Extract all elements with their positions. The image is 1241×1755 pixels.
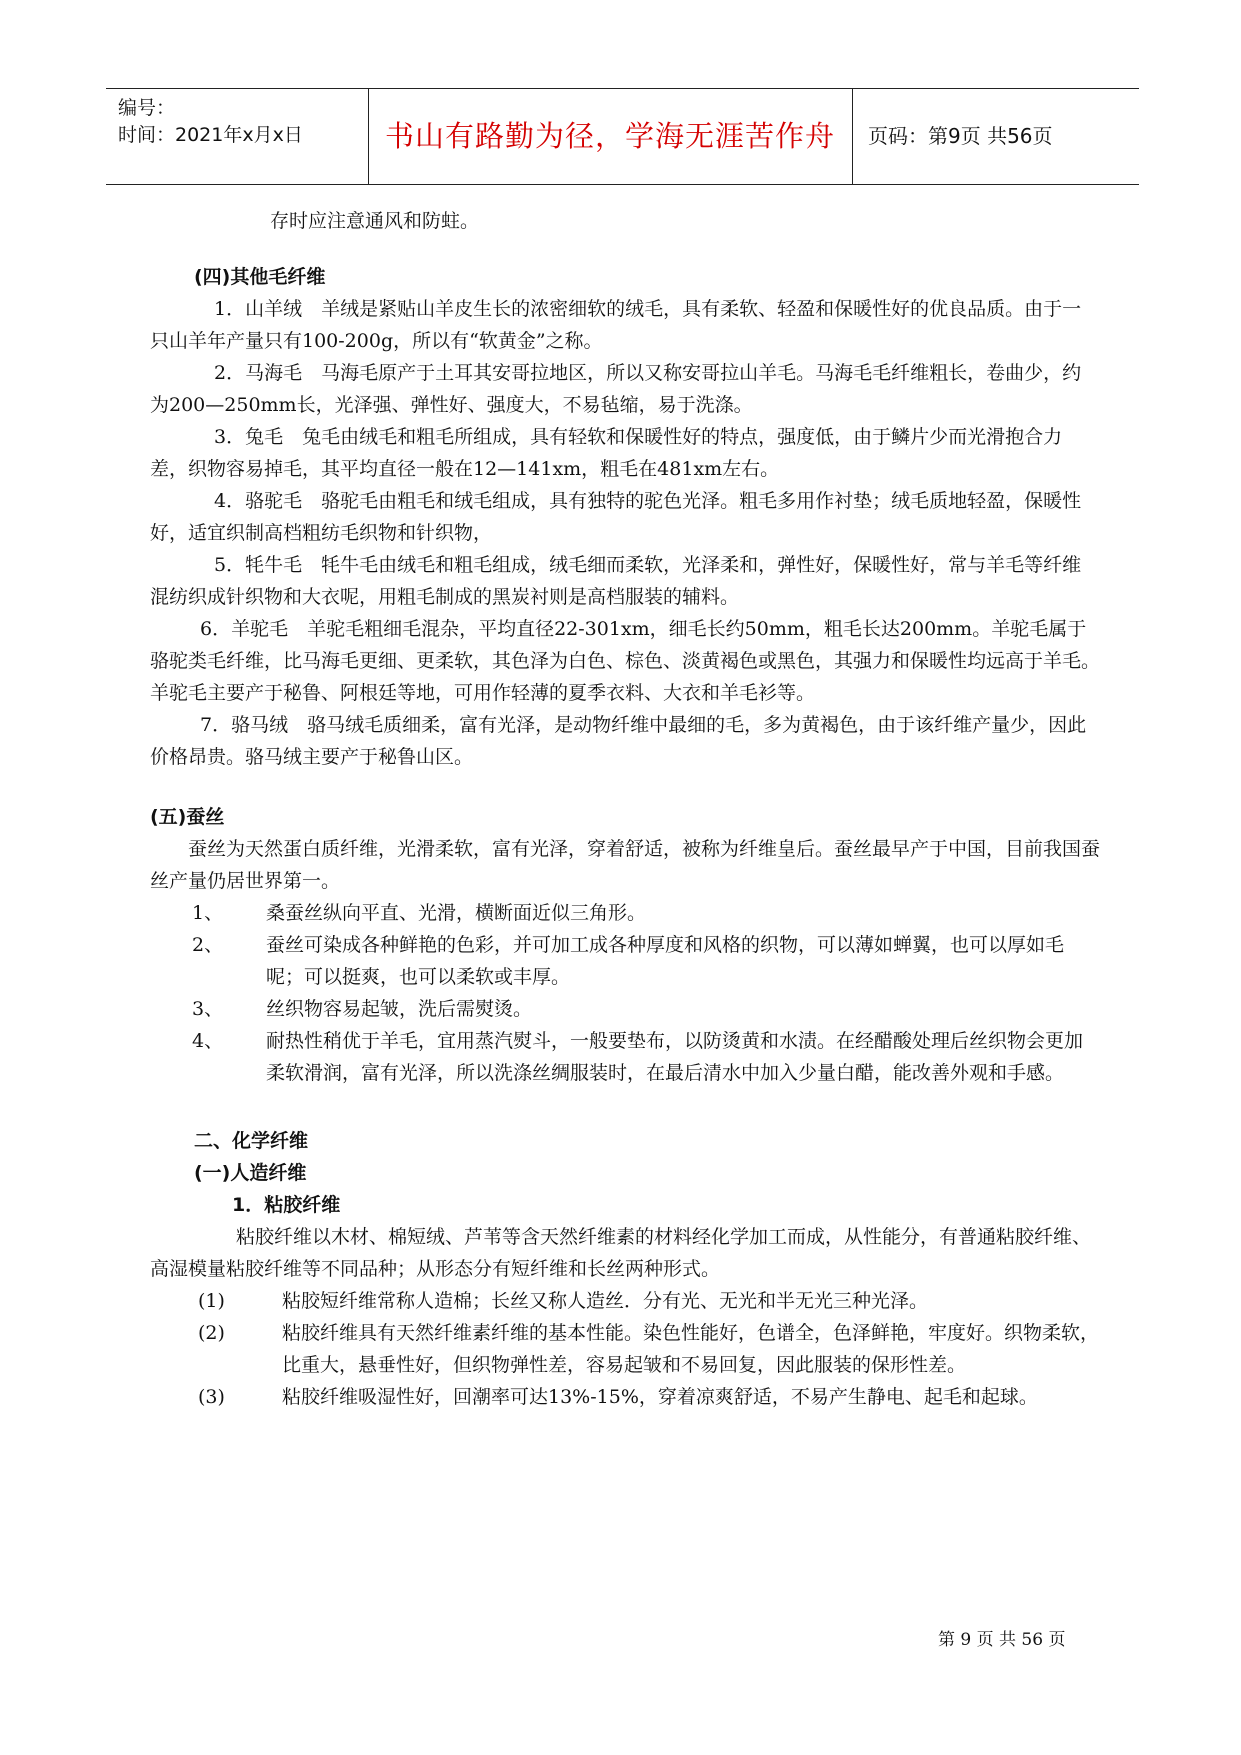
list-text: 耐热性稍优于羊毛，宜用蒸汽熨斗，一般要垫布，以防烫黄和水渍。在经醋酸处理后丝织物会更加柔软滑润，富有光泽，所以洗涤丝绸服装时，在最后清水中加入少量白醋，能改善外观和手感。 xyxy=(266,1030,1084,1084)
paragraph: 蚕丝为天然蛋白质纤维，光滑柔软，富有光泽，穿着舒适，被称为纤维皇后。蚕丝最早产于中国，目前我国蚕丝产量仍居世界第一。 xyxy=(150,838,1101,892)
page-footer: 第 9 页 共 56 页 xyxy=(938,1630,1066,1650)
paragraph: 粘胶纤维以木材、棉短绒、芦苇等含天然纤维素的材料经化学加工而成，从性能分，有普通粘胶纤维、高湿模量粘胶纤维等不同品种；从形态分有短纤维和长丝两种形式。 xyxy=(150,1226,1092,1280)
list-item xyxy=(150,897,1100,929)
paragraph: 存时应注意通风和防蛀。 xyxy=(270,210,480,232)
list-item xyxy=(150,1381,1100,1413)
list-text: 粘胶短纤维常称人造棉；长丝又称人造丝．分有光、无光和半无光三种光泽。 xyxy=(282,1290,929,1312)
list-item xyxy=(150,993,1100,1025)
list-text: 蚕丝可染成各种鲜艳的色彩，并可加工成各种厚度和风格的织物，可以薄如蝉翼，也可以厚如毛呢；可以挺爽，也可以柔软或丰厚。 xyxy=(266,934,1065,988)
paragraph: 5．牦牛毛 牦牛毛由绒毛和粗毛组成，绒毛细而柔软，光泽柔和，弹性好，保暖性好，常与羊毛等纤维混纺织成针织物和大衣呢，用粗毛制成的黑炭衬则是高档服装的辅料。 xyxy=(150,554,1082,608)
paragraph: 7．骆马绒 骆马绒毛质细柔，富有光泽，是动物纤维中最细的毛，多为黄褐色，由于该纤维产量少，因此价格昂贵。骆马绒主要产于秘鲁山区。 xyxy=(150,714,1087,768)
motto: 书山有路勤为径，学海无涯苦作舟 xyxy=(368,89,853,184)
document-body xyxy=(150,205,1100,1413)
paragraph: 1．山羊绒 羊绒是紧贴山羊皮生长的浓密细软的绒毛，具有柔软、轻盈和保暖性好的优良品质。由于一只山羊年产量只有100-200g，所以有“软黄金”之称。 xyxy=(150,298,1082,352)
paragraph: 6．羊驼毛 羊驼毛粗细毛混杂，平均直径22-301xm，细毛长约50mm，粗毛长达200mm。羊驼毛属于骆驼类毛纤维，比马海毛更细、更柔软，其色泽为白色、棕色、淡黄褐色或黑色，其强力和保暖性均远高于羊毛。羊驼毛主要产于秘鲁、阿根廷等地，可用作轻薄的夏季衣料、大衣和羊毛衫等。 xyxy=(150,618,1101,704)
number-label: 编号： xyxy=(118,97,176,119)
list-item xyxy=(150,1025,1100,1089)
header-table xyxy=(106,88,1139,185)
paragraph: 4．骆驼毛 骆驼毛由粗毛和绒毛组成，具有独特的驼色光泽。粗毛多用作衬垫；绒毛质地轻盈，保暖性好，适宜织制高档粗纺毛织物和针织物， xyxy=(150,490,1082,544)
section-heading: 1．粘胶纤维 xyxy=(232,1194,341,1216)
list-number: (1) xyxy=(198,1290,225,1312)
section-heading: (四)其他毛纤维 xyxy=(194,266,326,288)
section-heading: (一)人造纤维 xyxy=(194,1162,307,1184)
list-text: 粘胶纤维吸湿性好，回潮率可达13%-15%，穿着凉爽舒适，不易产生静电、起毛和起球。 xyxy=(282,1386,1038,1408)
list-text: 丝织物容易起皱，洗后需熨烫。 xyxy=(266,998,533,1020)
list-item xyxy=(150,1317,1100,1381)
list-number: 3、 xyxy=(192,998,224,1020)
section-heading: 二、化学纤维 xyxy=(194,1130,309,1152)
list-number: 2、 xyxy=(192,934,224,956)
list-number: (3) xyxy=(198,1386,225,1408)
page-code: 页码：第9页 共56页 xyxy=(868,124,1053,148)
list-number: 1、 xyxy=(192,902,224,924)
list-text: 桑蚕丝纵向平直、光滑，横断面近似三角形。 xyxy=(266,902,647,924)
time-label: 时间：2021年x月x日 xyxy=(118,124,303,146)
list-item xyxy=(150,1285,1100,1317)
header-meta xyxy=(106,89,369,184)
list-text: 粘胶纤维具有天然纤维素纤维的基本性能。染色性能好，色谱全，色泽鲜艳，牢度好。织物柔软，比重大，悬垂性好，但织物弹性差，容易起皱和不易回复，因此服装的保形性差。 xyxy=(282,1322,1100,1376)
list-item xyxy=(150,929,1100,993)
list-number: 4、 xyxy=(192,1030,224,1052)
section-heading: (五)蚕丝 xyxy=(150,806,225,828)
paragraph: 2．马海毛 马海毛原产于土耳其安哥拉地区，所以又称安哥拉山羊毛。马海毛毛纤维粗长，卷曲少，约为200—250mm长，光泽强、弹性好、强度大，不易毡缩，易于洗涤。 xyxy=(150,362,1082,416)
list-number: (2) xyxy=(198,1322,225,1344)
paragraph: 3．兔毛 兔毛由绒毛和粗毛所组成，具有轻软和保暖性好的特点，强度低，由于鳞片少而光滑抱合力差，织物容易掉毛，其平均直径一般在12—141xm，粗毛在481xm左右。 xyxy=(150,426,1063,480)
